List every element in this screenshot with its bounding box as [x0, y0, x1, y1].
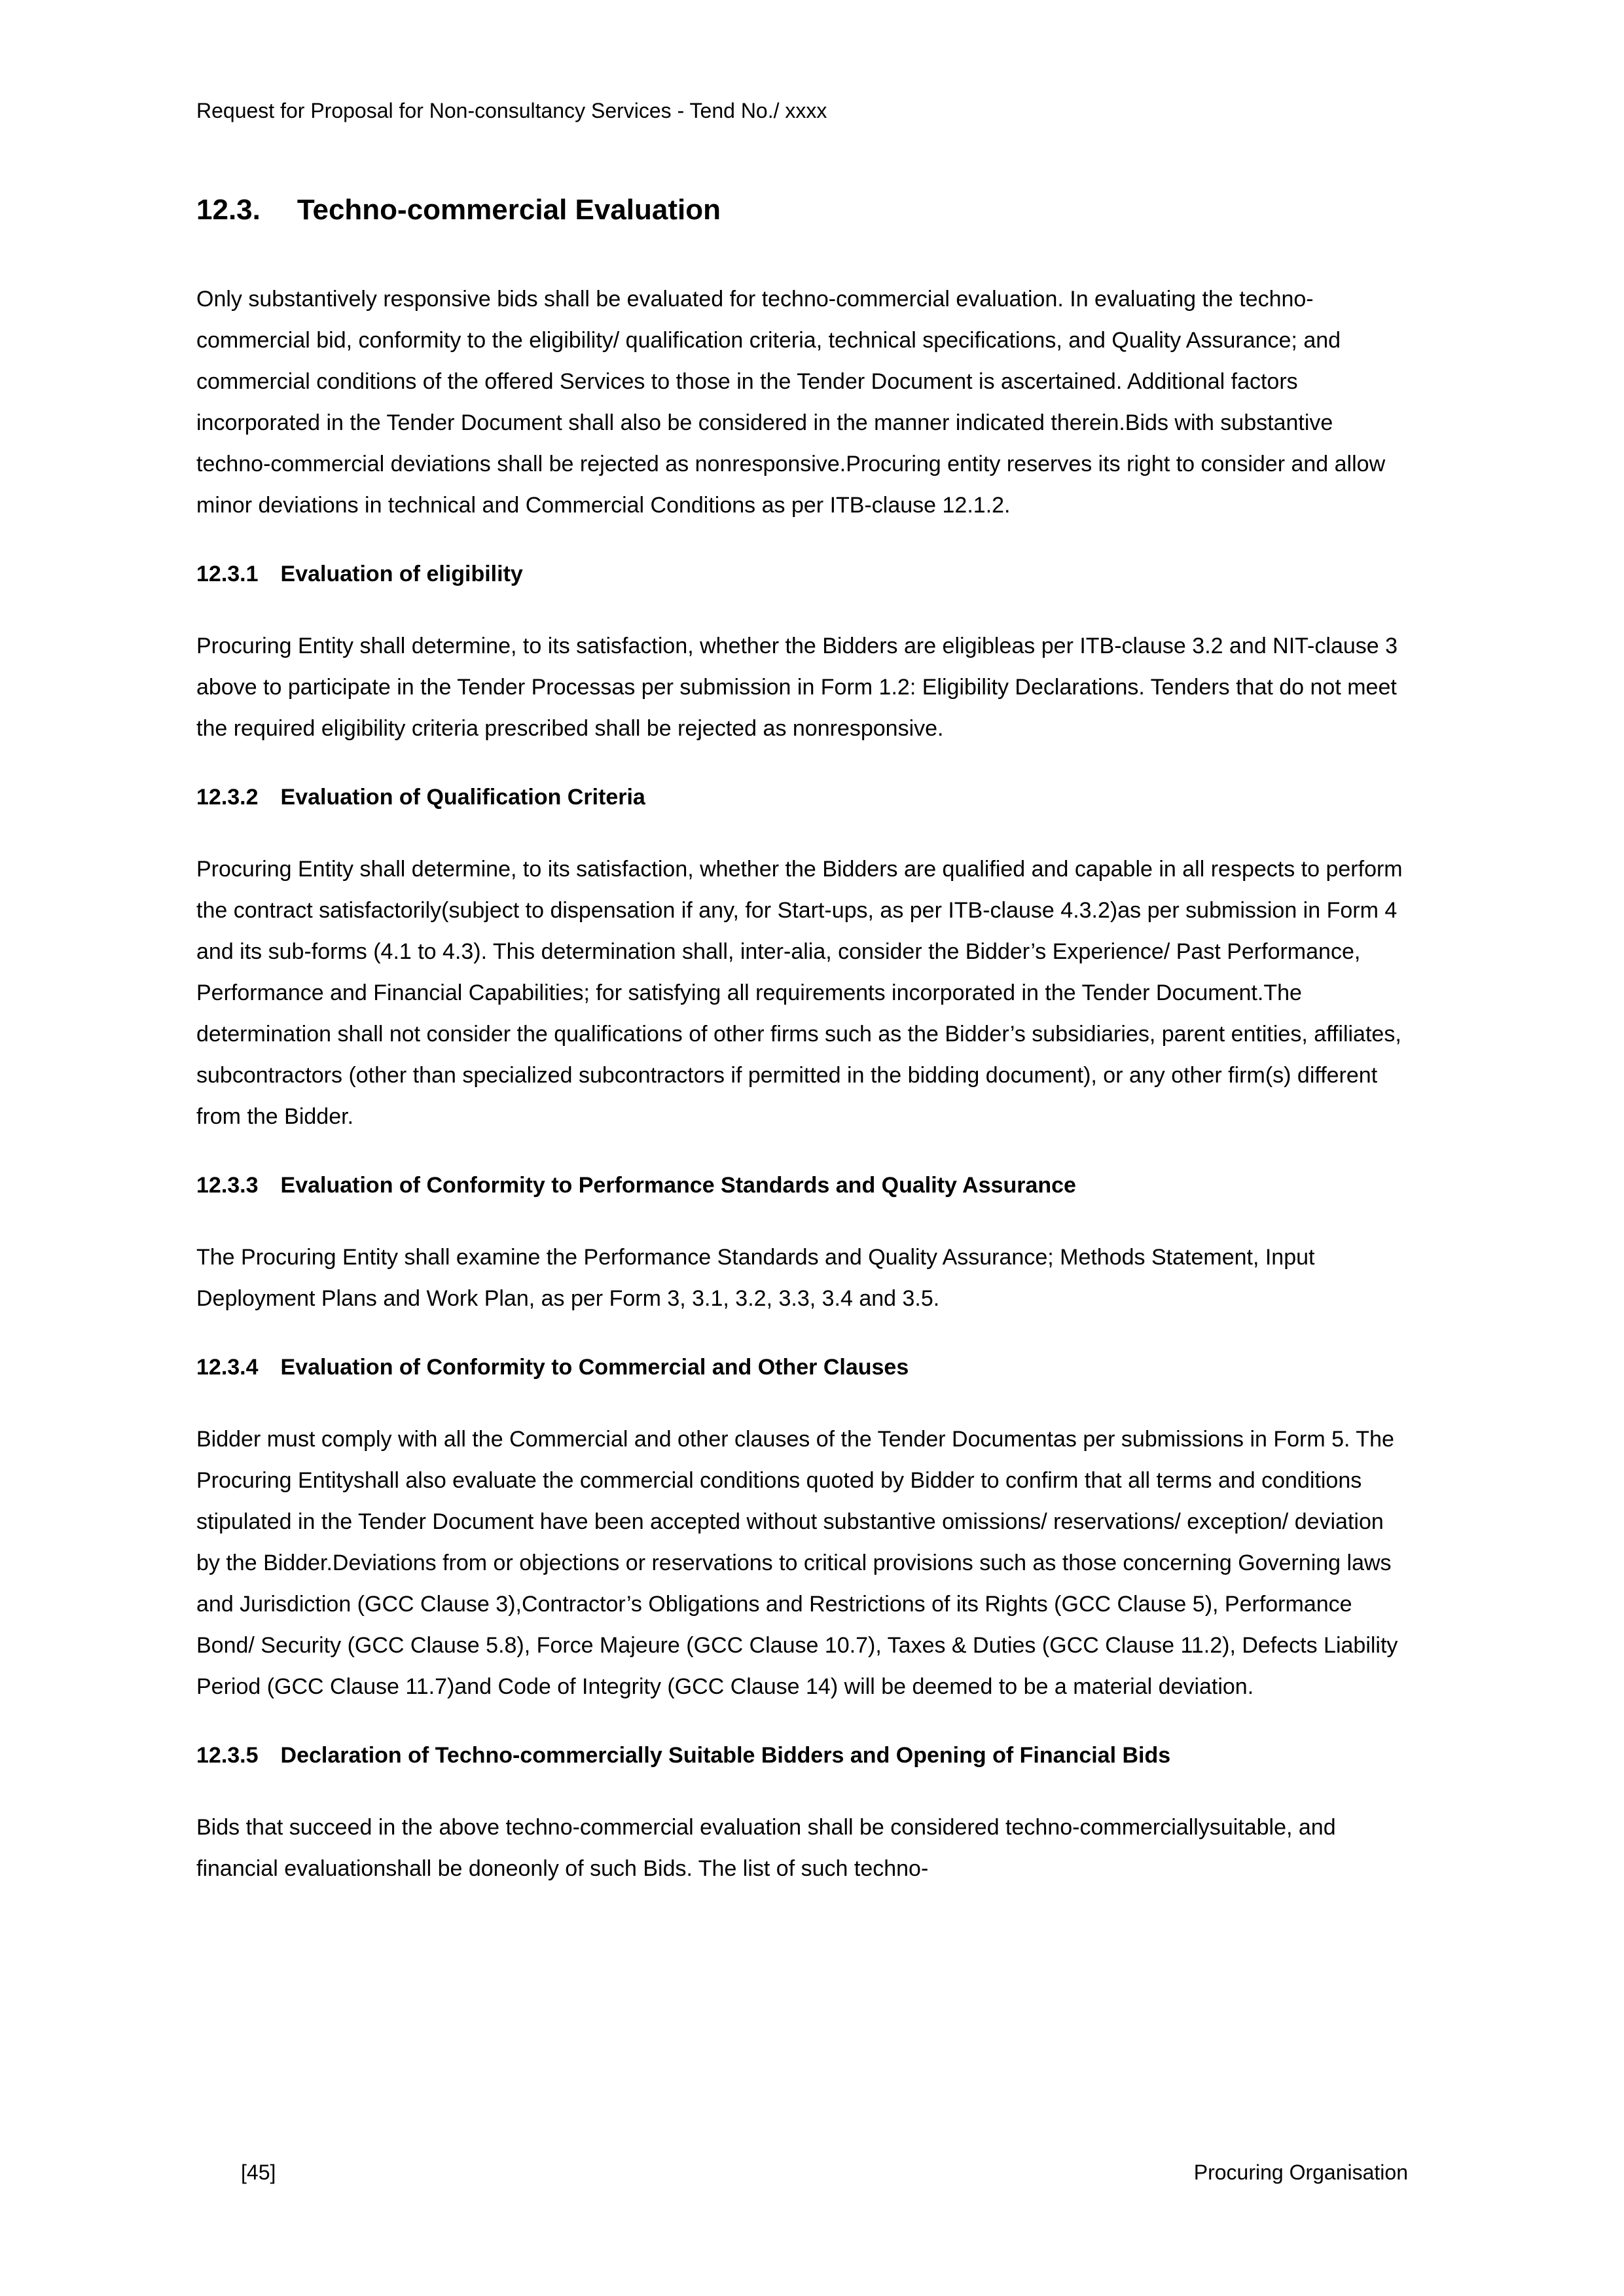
subsection-title-text: Evaluation of Conformity to Commercial and Other Clauses [280, 1355, 909, 1380]
paragraph-intro: Only substantively responsive bids shall be evaluated for techno-commercial evaluation. In evaluating the techno-commercial bid, conformity to the eligibility/ qualification criteria, technical specifications, and Quality Assurance; and commercial conditions of the offered Services to those in the Tender Document is ascertained. Additional factors incorporated in the Tender Document shall also be considered in the manner indicated therein.Bids with substantive techno-commercial deviations shall be rejected as nonresponsive.Procuring entity reserves its right to consider and allow minor deviations in technical and Commercial Conditions as per ITB-clause 12.1.2. [196, 287, 1386, 518]
subsection-number: 12.3.1 [196, 562, 259, 586]
paragraph-declaration: Bids that succeed in the above techno-commercial evaluation shall be considered techno-commerciallysuitable, and financial evaluationshall be doneonly of such Bids. The list of such techno- [196, 1815, 1336, 1881]
subsection-heading-12-3-4 [196, 1352, 1408, 1382]
footer-organisation: Procuring Organisation [1193, 2161, 1408, 2184]
paragraph-qualification: Procuring Entity shall determine, to its satisfaction, whether the Bidders are qualified and capable in all respects to perform the contract satisfactorily(subject to dispensation if any, for Start-ups, as per ITB-clause 4.3.2)as per submission in Form 4 and its sub-forms (4.1 to 4.3). This determination shall, inter-alia, consider the Bidder’s Experience/ Past Performance, Performance and Financial Capabilities; for satisfying all requirements incorporated in the Tender Document.The determination shall not consider the qualifications of other firms such as the Bidder’s subsidiaries, parent entities, affiliates, subcontractors (other than specialized subcontractors if permitted in the bidding document), or any other firm(s) different from the Bidder. [196, 857, 1403, 1129]
paragraph-performance-standards: The Procuring Entity shall examine the Performance Standards and Quality Assurance; Methods Statement, Input Deployment Plans and Work Plan, as per Form 3, 3.1, 3.2, 3.3, 3.4 and 3.5. [196, 1245, 1315, 1311]
section-heading-number: 12.3. [196, 194, 261, 226]
subsection-heading-12-3-2 [196, 782, 1408, 812]
paragraph-eligibility: Procuring Entity shall determine, to its satisfaction, whether the Bidders are eligibleas per ITB-clause 3.2 and NIT-clause 3 above to participate in the Tender Processas per submission in Form 1.2: Eligibility Declarations. Tenders that do not meet the required eligibility criteria prescribed shall be rejected as nonresponsive. [196, 634, 1398, 741]
section-heading-12-3 [196, 192, 1408, 228]
page-header-title: Request for Proposal for Non-consultancy Services - Tend No./ xxxx [196, 99, 827, 122]
section-heading-text: Techno-commercial Evaluation [297, 194, 721, 226]
page-footer [241, 2159, 1408, 2186]
subsection-title-text: Declaration of Techno-commercially Suitable Bidders and Opening of Financial Bids [280, 1743, 1171, 1768]
subsection-title-text: Evaluation of eligibility [280, 562, 523, 586]
footer-page-number: [45] [241, 2161, 276, 2184]
subsection-title-text: Evaluation of Conformity to Performance Standards and Quality Assurance [280, 1173, 1076, 1198]
subsection-number: 12.3.4 [196, 1355, 259, 1380]
subsection-number: 12.3.3 [196, 1173, 259, 1198]
subsection-heading-12-3-1 [196, 559, 1408, 589]
paragraph-commercial-clauses: Bidder must comply with all the Commercial and other clauses of the Tender Documentas per submissions in Form 5. The Procuring Entityshall also evaluate the commercial conditions quoted by Bidder to confirm that all terms and conditions stipulated in the Tender Document have been accepted without substantive omissions/ reservations/ exception/ deviation by the Bidder.Deviations from or objections or reservations to critical provisions such as those concerning Governing laws and Jurisdiction (GCC Clause 3),Contractor’s Obligations and Restrictions of its Rights (GCC Clause 5), Performance Bond/ Security (GCC Clause 5.8), Force Majeure (GCC Clause 10.7), Taxes & Duties (GCC Clause 11.2), Defects Liability Period (GCC Clause 11.7)and Code of Integrity (GCC Clause 14) will be deemed to be a material deviation. [196, 1427, 1398, 1699]
subsection-title-text: Evaluation of Qualification Criteria [280, 785, 645, 810]
subsection-number: 12.3.5 [196, 1743, 259, 1768]
subsection-heading-12-3-3 [196, 1170, 1408, 1200]
subsection-heading-12-3-5 [196, 1740, 1408, 1770]
subsection-number: 12.3.2 [196, 785, 259, 810]
